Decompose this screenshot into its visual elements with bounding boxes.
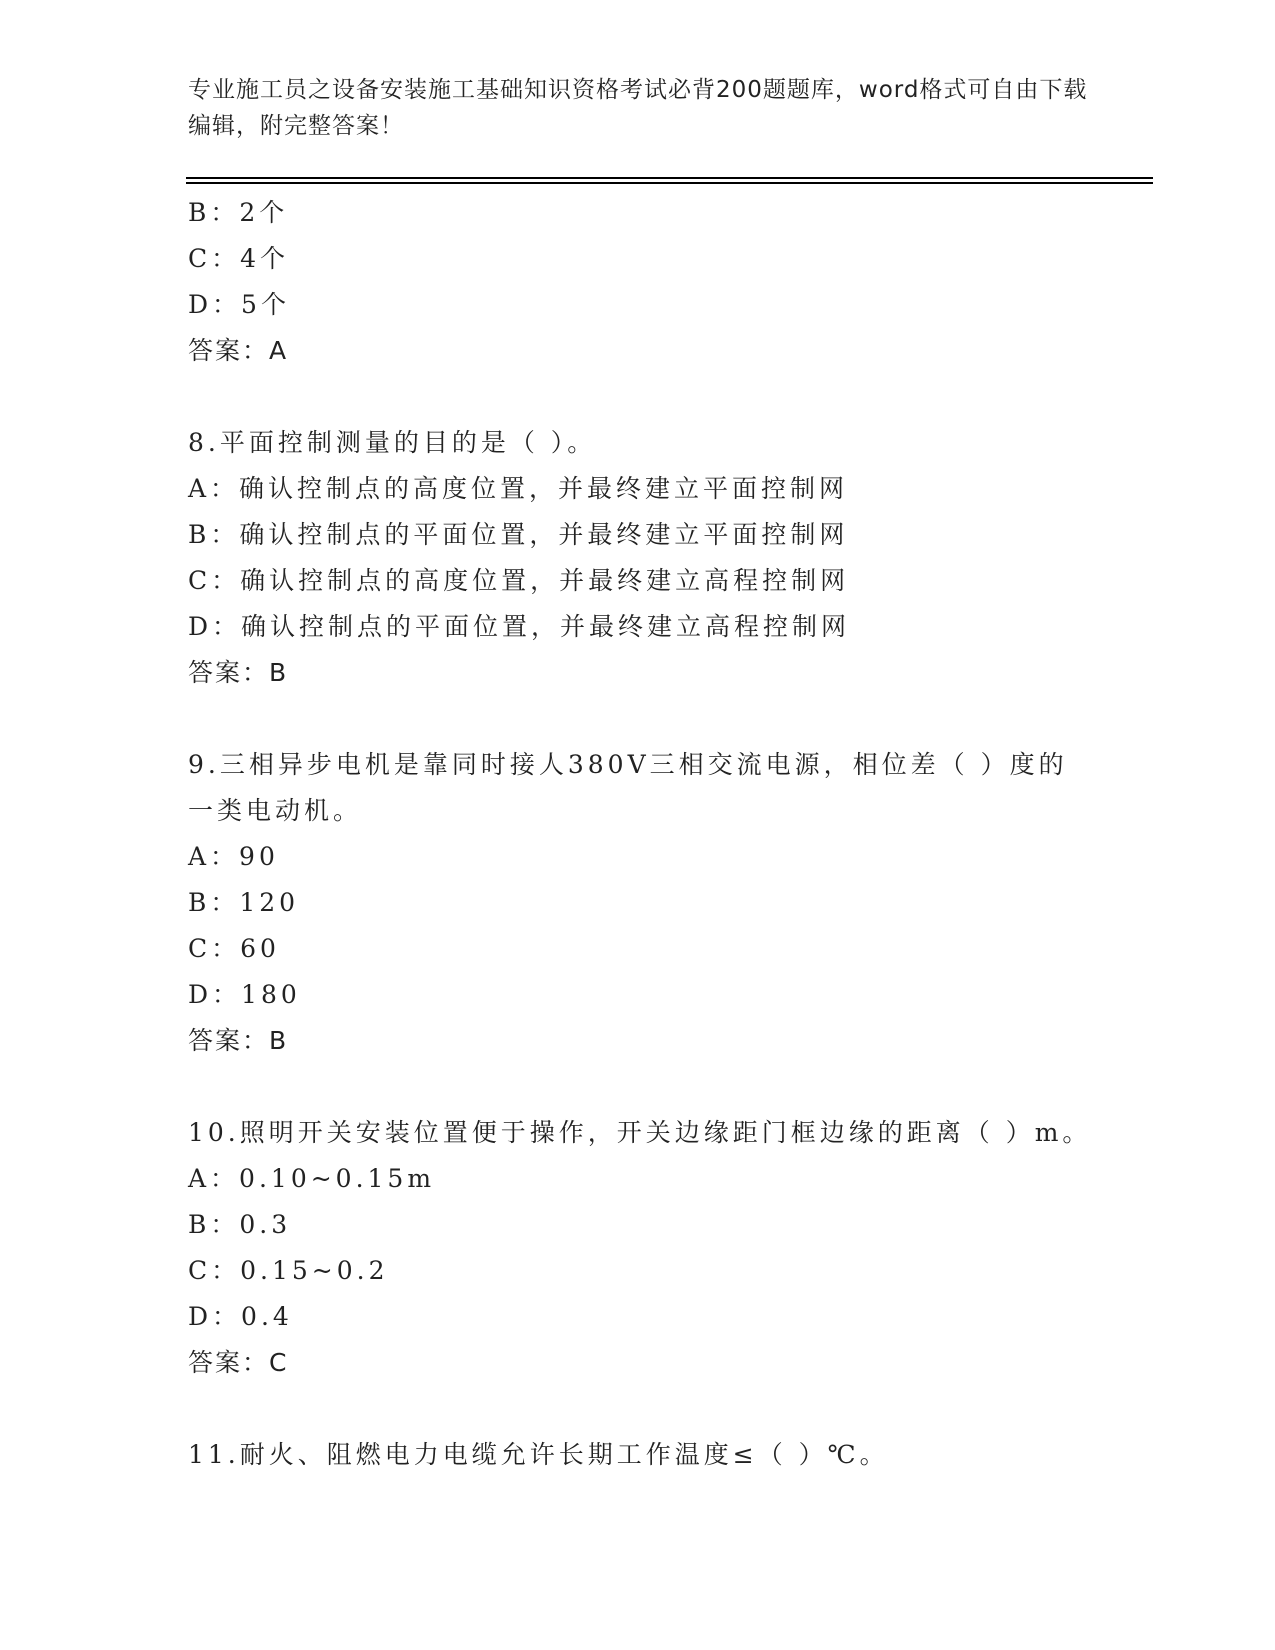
question-list <box>188 190 1148 1478</box>
spacer <box>188 374 1148 420</box>
spacer <box>188 696 1148 742</box>
option-d: D：180 <box>188 980 301 1009</box>
option-c: C：0.15~0.2 <box>188 1256 389 1285</box>
answer-label: 答案：B <box>188 658 289 687</box>
option-d: D：5个 <box>188 290 290 319</box>
option-c: C：确认控制点的高度位置，并最终建立高程控制网 <box>188 566 850 595</box>
question-stem: 10.照明开关安装位置便于操作，开关边缘距门框边缘的距离（ ）m。 <box>188 1118 1092 1147</box>
document-title: 专业施工员之设备安装施工基础知识资格考试必背200题题库，word格式可自由下载编辑，附完整答案！ <box>188 77 1088 139</box>
option-d: D：确认控制点的平面位置，并最终建立高程控制网 <box>188 612 851 641</box>
question-11 <box>188 1432 1148 1478</box>
spacer <box>188 1064 1148 1110</box>
option-c: C：4个 <box>188 244 290 273</box>
option-b: B：120 <box>188 888 300 917</box>
question-stem: 9.三相异步电机是靠同时接人380V三相交流电源，相位差（ ）度的一类电动机。 <box>188 750 1068 825</box>
option-d: D：0.4 <box>188 1302 293 1331</box>
option-a: A：确认控制点的高度位置，并最终建立平面控制网 <box>188 474 849 503</box>
question-stem: 11.耐火、阻燃电力电缆允许长期工作温度≤（ ）℃。 <box>188 1440 889 1469</box>
question-10 <box>188 1110 1148 1386</box>
option-c: C：60 <box>188 934 280 963</box>
option-b: B：0.3 <box>188 1210 292 1239</box>
question-7-continued <box>188 190 1148 374</box>
question-9 <box>188 742 1148 1064</box>
option-b: B：确认控制点的平面位置，并最终建立平面控制网 <box>188 520 849 549</box>
header-divider-bottom <box>186 182 1153 184</box>
option-a: A：90 <box>188 842 279 871</box>
answer-label: 答案：A <box>188 336 289 365</box>
question-stem: 8.平面控制测量的目的是（ ）。 <box>188 428 597 457</box>
answer-label: 答案：C <box>188 1348 289 1377</box>
answer-label: 答案：B <box>188 1026 289 1055</box>
option-b: B：2个 <box>188 198 289 227</box>
spacer <box>188 1386 1148 1432</box>
header-divider-top <box>186 177 1153 179</box>
question-8 <box>188 420 1148 696</box>
option-a: A：0.10~0.15m <box>188 1164 436 1193</box>
